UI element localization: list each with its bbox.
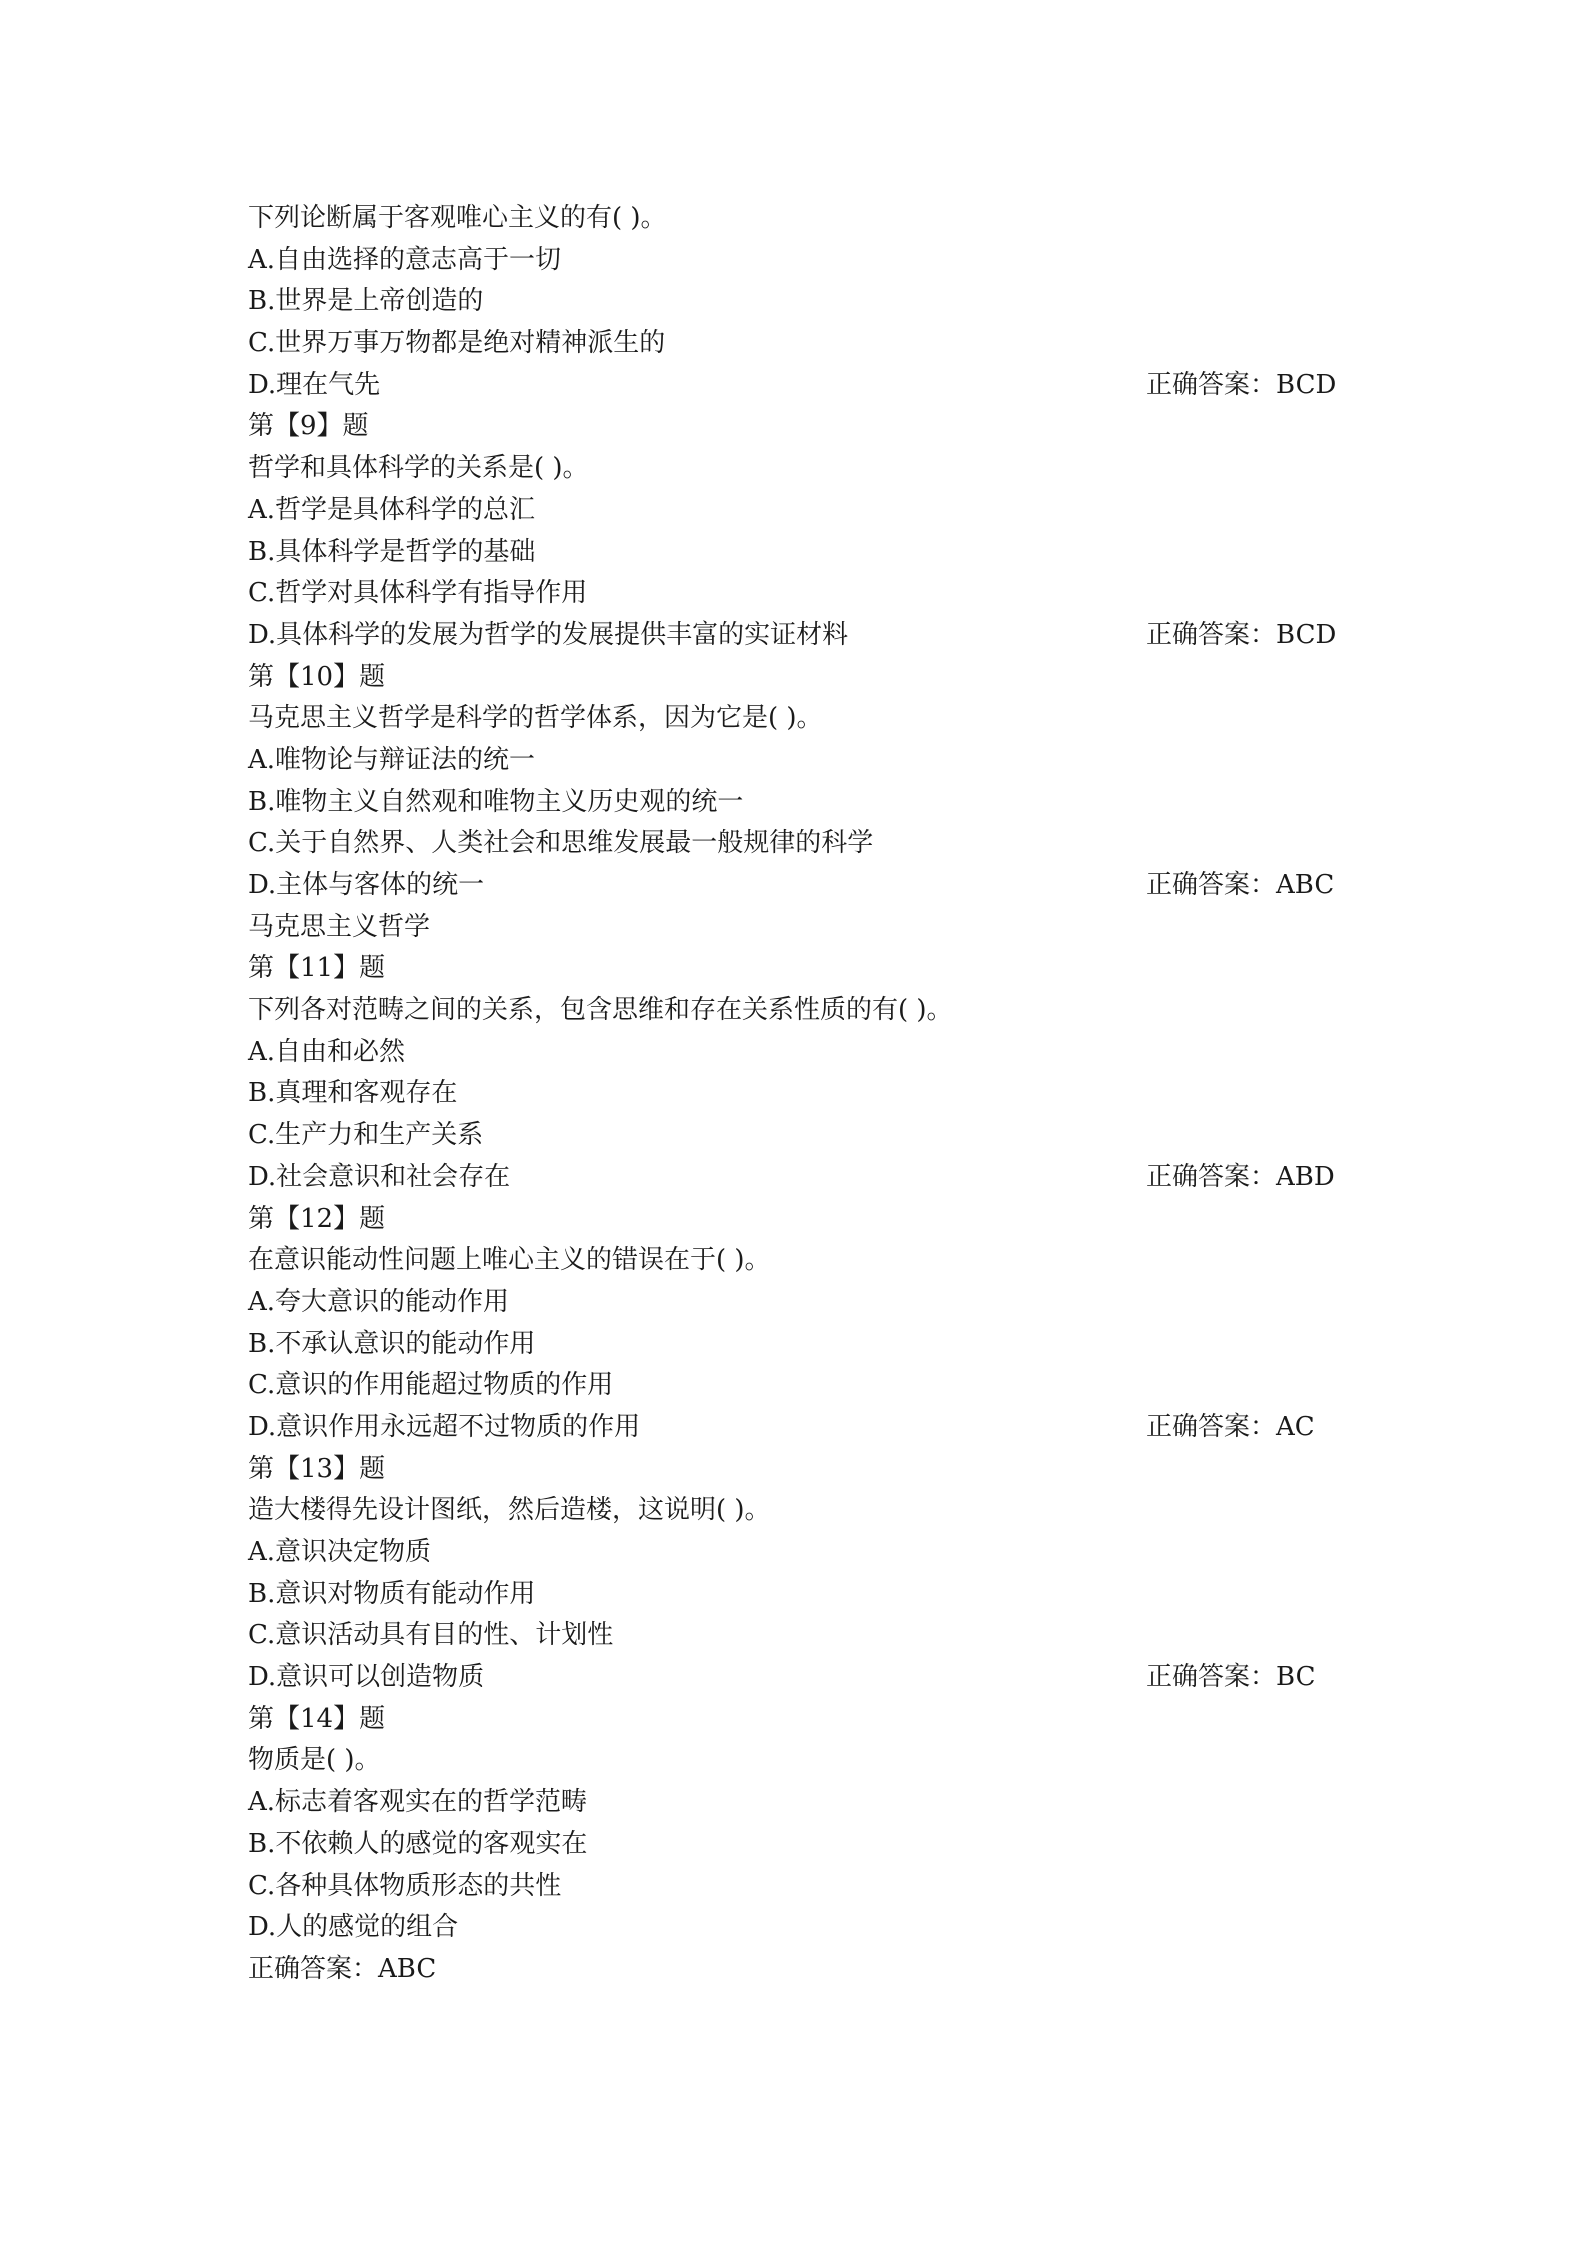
- option-d: D.主体与客体的统一: [248, 870, 485, 900]
- option-row: [248, 365, 1358, 407]
- option-b: B.世界是上帝创造的: [248, 286, 484, 317]
- option-d: D.具体科学的发展为哲学的发展提供丰富的实证材料: [248, 619, 849, 650]
- option-a: A.哲学是具体科学的总汇: [248, 494, 536, 525]
- correct-answer: 正确答案：BC: [1146, 1662, 1316, 1693]
- option-row: [248, 615, 1358, 657]
- question-number: 第【10】题: [248, 661, 386, 692]
- option-d: D.意识可以创造物质: [248, 1662, 485, 1693]
- option-b: B.唯物主义自然观和唯物主义历史观的统一: [248, 786, 744, 817]
- option-a: A.自由和必然: [248, 1036, 406, 1067]
- option-c: C.意识的作用能超过物质的作用: [248, 1370, 614, 1401]
- correct-answer: 正确答案：BCD: [1146, 619, 1337, 650]
- question-stem: 造大楼得先设计图纸，然后造楼，这说明( )。: [248, 1495, 771, 1526]
- question-stem: 下列论断属于客观唯心主义的有( )。: [248, 203, 667, 233]
- option-c: C.意识活动具有目的性、计划性: [248, 1620, 614, 1651]
- option-c: C.关于自然界、人类社会和思维发展最一般规律的科学: [248, 828, 874, 859]
- option-a: A.唯物论与辩证法的统一: [248, 744, 536, 775]
- question-stem: 物质是( )。: [248, 1745, 381, 1776]
- option-d: D.理在气先: [248, 369, 381, 400]
- correct-answer: 正确答案：ABC: [248, 1953, 437, 1984]
- option-row: [248, 865, 1358, 907]
- option-c: C.生产力和生产关系: [248, 1120, 484, 1151]
- option-c: C.哲学对具体科学有指导作用: [248, 578, 588, 609]
- correct-answer: 正确答案：BCD: [1146, 369, 1337, 400]
- option-b: B.不依赖人的感觉的客观实在: [248, 1828, 588, 1859]
- option-d: D.意识作用永远超不过物质的作用: [248, 1411, 641, 1442]
- question-number: 第【13】题: [248, 1453, 386, 1484]
- option-b: B.不承认意识的能动作用: [248, 1328, 536, 1359]
- option-row: [248, 1657, 1358, 1699]
- option-d: D.社会意识和社会存在: [248, 1161, 511, 1192]
- question-stem: 哲学和具体科学的关系是( )。: [248, 453, 589, 484]
- correct-answer: 正确答案：AC: [1146, 1411, 1315, 1442]
- option-a: A.意识决定物质: [248, 1537, 432, 1567]
- question-number: 第【12】题: [248, 1203, 386, 1234]
- correct-answer: 正确答案：ABC: [1146, 870, 1335, 900]
- question-number: 第【11】题: [248, 953, 386, 984]
- option-c: C.世界万事万物都是绝对精神派生的: [248, 328, 666, 359]
- option-a: A.自由选择的意志高于一切: [248, 244, 562, 275]
- option-b: B.意识对物质有能动作用: [248, 1578, 536, 1609]
- option-d: D.人的感觉的组合: [248, 1912, 459, 1943]
- section-heading: 马克思主义哲学: [248, 911, 431, 942]
- option-a: A.标志着客观实在的哲学范畴: [248, 1787, 588, 1818]
- option-b: B.具体科学是哲学的基础: [248, 536, 536, 567]
- option-b: B.真理和客观存在: [248, 1078, 458, 1109]
- option-row: [248, 1407, 1358, 1449]
- question-stem: 下列各对范畴之间的关系，包含思维和存在关系性质的有( )。: [248, 995, 953, 1026]
- question-number: 第【14】题: [248, 1703, 386, 1734]
- question-stem: 在意识能动性问题上唯心主义的错误在于( )。: [248, 1245, 771, 1276]
- document-page: [248, 198, 1358, 1991]
- option-c: C.各种具体物质形态的共性: [248, 1870, 562, 1901]
- question-number: 第【9】题: [248, 411, 369, 442]
- option-row: [248, 1157, 1358, 1199]
- option-a: A.夸大意识的能动作用: [248, 1286, 510, 1317]
- question-stem: 马克思主义哲学是科学的哲学体系，因为它是( )。: [248, 703, 823, 734]
- correct-answer: 正确答案：ABD: [1146, 1161, 1335, 1192]
